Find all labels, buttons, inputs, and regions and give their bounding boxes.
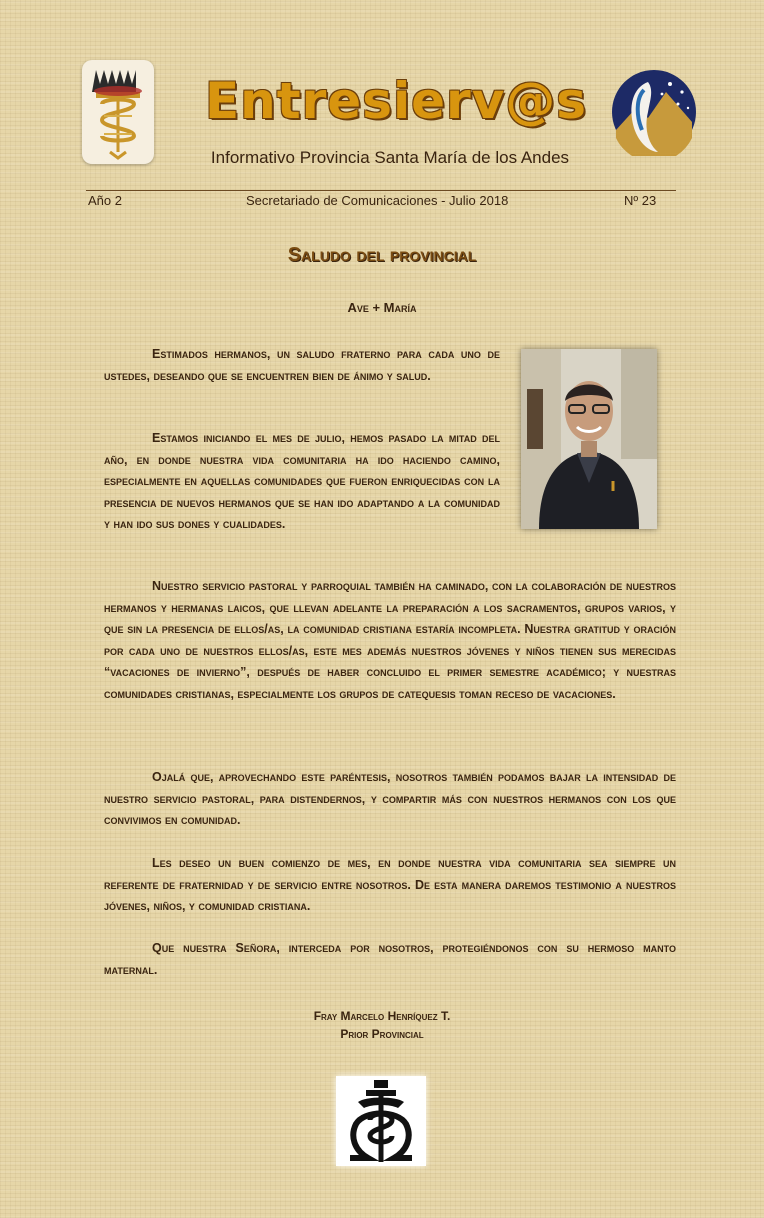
article-paragraph: Ojalá que, aprovechando este paréntesis, nosotros también podamos bajar la intensidad de nuestro servicio pastoral, para distendernos, y compartir más con nuestros hermanos con los que convivimos en comunidad. bbox=[104, 770, 676, 827]
servite-monogram-icon bbox=[336, 1076, 426, 1166]
order-crest-icon bbox=[82, 60, 154, 164]
article-paragraph: Nuestro servicio pastoral y parroquial también ha caminado, con la colaboración de nuestros hermanos y hermanas laicos, que llevan adelante la preparación a los sacramentos, grupos varios, y que sin la presencia de ellos/as, la comunidad cristiana estaría incompleta. Nuestra gratitud y oración por cada uno de nuestros ellos/as, este mes además nuestros jóvenes y niños tienen sus merecidas “vacaciones de invierno”, después de haber concluido el primer semestre académico; y nuestras comunidades cristianas, especialmente los grupos de catequesis toman receso de vacaciones. bbox=[104, 579, 676, 701]
issue-year: Año 2 bbox=[88, 193, 122, 208]
brand-title: Entresierv@s bbox=[205, 72, 588, 130]
header-divider bbox=[86, 190, 676, 191]
article-paragraph: Estimados hermanos, un saludo fraterno para cada uno de ustedes, deseando que se encuentren bien de ánimo y salud. bbox=[104, 347, 500, 383]
signature-role: Prior Provincial bbox=[340, 1027, 424, 1041]
issue-department-date: Secretariado de Comunicaciones - Julio 2018 bbox=[246, 193, 509, 208]
article-paragraph: Les deseo un buen comienzo de mes, en donde nuestra vida comunitaria sea siempre un referente de fraternidad y de servicio entre nosotros. De esta manera daremos testimonio a nuestros jóvenes, niños, y comunidad cristiana. bbox=[104, 856, 676, 913]
article-title: Saludo del provincial bbox=[287, 244, 477, 266]
article-paragraph: Estamos iniciando el mes de julio, hemos pasado la mitad del año, en donde nuestra vida comunitaria ha ido haciendo camino, especialmente en aquellas comunidades que fueron enriquecidas con la presencia de nuevos hermanos que se han ido adaptando a la comunidad y han ido sus dones y cualidades. bbox=[104, 431, 500, 531]
provincial-photo bbox=[521, 349, 657, 529]
brand-subtitle: Informativo Provincia Santa María de los Andes bbox=[210, 148, 570, 167]
issue-number: Nº 23 bbox=[624, 193, 657, 208]
signature-name: Fray Marcelo Henríquez T. bbox=[313, 1009, 451, 1023]
article-greeting: Ave + María bbox=[347, 300, 417, 315]
virgin-andes-icon bbox=[608, 68, 700, 156]
article-paragraph: Que nuestra Señora, interceda por nosotros, protegiéndonos con su hermoso manto maternal. bbox=[104, 941, 676, 977]
